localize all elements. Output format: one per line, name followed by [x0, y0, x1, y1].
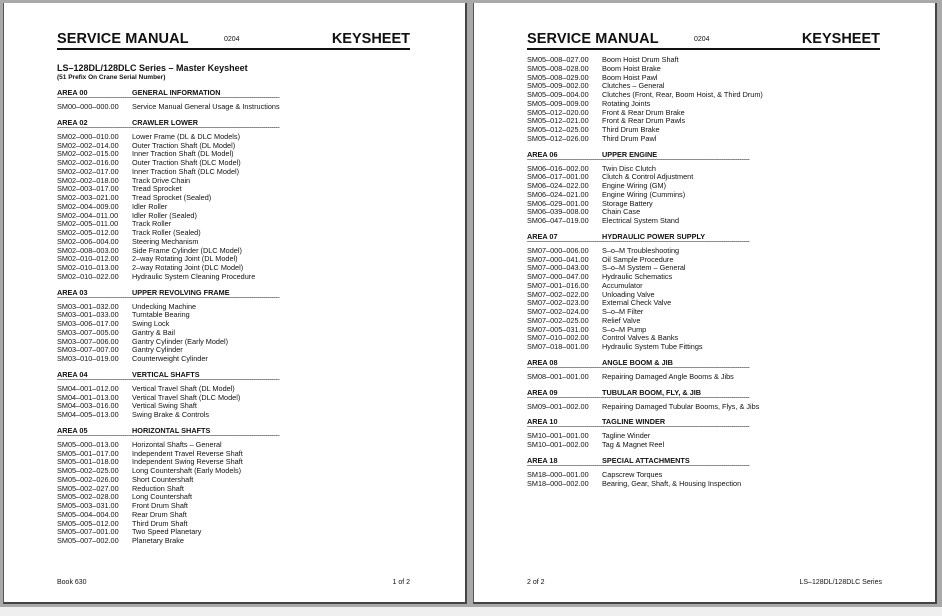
entry-code: SM04–001–013.00	[57, 392, 119, 402]
entry-code: SM10–001–001.00	[527, 431, 589, 441]
area-number: AREA 04	[57, 369, 88, 379]
area-heading	[527, 418, 880, 426]
entry-title: Turntable Bearing	[132, 310, 190, 320]
entry-code: SM03–001–032.00	[57, 301, 119, 311]
entry-code: SM05–005–012.00	[57, 518, 119, 528]
entry-title: Electrical System Stand	[602, 216, 680, 225]
entry-code: SM05–000–013.00	[57, 439, 119, 449]
entry-code: SM07–002–024.00	[527, 307, 589, 316]
entry-title: Idler Roller (Sealed)	[132, 210, 197, 220]
entry-title: Relief Valve	[602, 315, 641, 325]
area-number: AREA 02	[57, 117, 88, 127]
entry-code: SM07–005–031.00	[527, 324, 589, 334]
area-name: SPECIAL ATTACHMENTS	[602, 455, 690, 465]
header-keysheet: KEYSHEET	[801, 31, 880, 47]
entry-code: SM05–002–028.00	[57, 492, 119, 502]
entry-title: Planetary Brake	[132, 536, 184, 545]
entry-code: SM07–000–047.00	[527, 272, 589, 281]
entry-code: SM06–017–001.00	[527, 172, 589, 182]
entry-title: External Check Valve	[602, 298, 672, 308]
entry-title: 2–way Rotating Joint (DLC Model)	[132, 263, 244, 272]
entry-title: Boom Hoist Brake	[602, 63, 661, 73]
entry-code: SM05–001–017.00	[57, 448, 119, 458]
asterisk-divider: ****************************************************************************************************************	[527, 426, 750, 432]
entry-code: SM03–007–005.00	[57, 327, 119, 337]
entry-code: SM10–001–002.00	[527, 440, 589, 449]
area-number: AREA 06	[527, 149, 558, 159]
keysheet-entry	[57, 103, 410, 112]
area-number: AREA 08	[527, 357, 558, 367]
entry-title: Accumulator	[602, 280, 643, 290]
area-list	[527, 151, 880, 489]
entry-title: Lower Frame (DL & DLC Models)	[132, 131, 240, 141]
entry-code: SM05–007–001.00	[57, 527, 119, 537]
page-2-content	[527, 31, 880, 488]
entry-code: SM06–029–001.00	[527, 198, 589, 208]
entry-title: Idler Roller	[132, 201, 168, 211]
asterisk-divider: ****************************************************************************************************************	[57, 97, 280, 102]
footer-page-number: 2 of 2	[527, 579, 545, 586]
entry-title: Gantry & Bail	[132, 327, 175, 337]
entry-code: SM06–039–008.00	[527, 207, 589, 217]
asterisk-divider: ****************************************************************************************************************	[527, 396, 750, 402]
keysheet-entry	[527, 441, 880, 450]
entry-title: Counterweight Cylinder	[132, 354, 208, 363]
entry-code: SM03–010–019.00	[57, 354, 119, 363]
area-heading	[57, 371, 410, 379]
entry-title: Long Countershaft (Early Models)	[132, 466, 242, 475]
entry-code: SM06–024–021.00	[527, 189, 589, 199]
entry-code: SM02–005–011.00	[57, 219, 119, 229]
entry-title: Third Drum Shaft	[132, 518, 188, 528]
area-heading	[527, 151, 880, 159]
entry-code: SM07–002–022.00	[527, 289, 589, 299]
entry-code: SM05–009–009.00	[527, 98, 589, 108]
keysheet-entry	[527, 135, 880, 144]
entry-title: Track Roller (Sealed)	[132, 228, 201, 237]
entry-code: SM05–008–028.00	[527, 63, 589, 73]
area-name: HORIZONTAL SHAFTS	[132, 425, 211, 435]
entry-code: SM05–012–021.00	[527, 116, 589, 126]
entry-code: SM05–009–002.00	[527, 81, 589, 91]
entry-title: Inner Traction Shaft (DL Model)	[132, 149, 234, 159]
entry-code: SM02–000–010.00	[57, 131, 119, 141]
area-number: AREA 00	[57, 88, 88, 97]
entry-code: SM05–001–018.00	[57, 457, 119, 467]
entry-code: SM02–002–017.00	[57, 166, 119, 176]
entry-code: SM02–003–021.00	[57, 193, 119, 202]
entry-code: SM05–012–025.00	[527, 125, 589, 134]
entry-code: SM07–002–023.00	[527, 298, 589, 308]
entry-code: SM06–047–019.00	[527, 216, 589, 225]
entry-code: SM05–002–027.00	[57, 483, 119, 493]
entry-title: Outer Traction Shaft (DLC Model)	[132, 158, 241, 167]
entry-title: Side Frame Cylinder (DLC Model)	[132, 245, 242, 255]
area-name: ANGLE BOOM & JIB	[602, 357, 673, 367]
area-name: UPPER ENGINE	[602, 149, 658, 159]
entry-title: Storage Battery	[602, 198, 653, 208]
area-heading	[527, 389, 880, 397]
area-heading	[57, 119, 410, 127]
entry-title: Independent Travel Reverse Shaft	[132, 448, 243, 458]
area-section	[527, 359, 880, 382]
entry-title: Third Drum Brake	[602, 125, 660, 134]
entry-title: Service Manual General Usage & Instructions	[132, 102, 280, 111]
area-number: AREA 18	[527, 455, 558, 465]
entry-code: SM05–009–004.00	[527, 90, 589, 99]
entry-title: Tread Sprocket (Sealed)	[132, 193, 212, 202]
asterisk-divider: ****************************************************************************************************************	[57, 296, 280, 302]
entry-title: Reduction Shaft	[132, 483, 184, 493]
entry-code: SM07–000–006.00	[527, 245, 589, 255]
area-name: GENERAL INFORMATION	[132, 88, 221, 97]
area-name: HYDRAULIC POWER SUPPLY	[602, 231, 706, 241]
entry-title: Rotating Joints	[602, 98, 651, 108]
header-title: SERVICE MANUAL	[57, 31, 189, 47]
keysheet-entry	[57, 355, 410, 364]
entry-title: Outer Traction Shaft (DL Model)	[132, 140, 236, 150]
keysheet-entry	[527, 480, 880, 489]
keysheet-entry	[57, 273, 410, 282]
entry-title: Vertical Travel Shaft (DL Model)	[132, 383, 235, 393]
area-number: AREA 10	[527, 417, 558, 427]
keysheet-entry	[527, 343, 880, 352]
area-name: TUBULAR BOOM, FLY, & JIB	[602, 387, 702, 397]
entry-code: SM00–000–000.00	[57, 102, 119, 111]
area-section	[57, 371, 410, 420]
area-name: UPPER REVOLVING FRAME	[132, 287, 230, 297]
keysheet-entry	[527, 403, 880, 412]
area-name: VERTICAL SHAFTS	[132, 369, 200, 379]
entry-code: SM08–001–001.00	[527, 371, 589, 381]
entry-code: SM02–003–017.00	[57, 184, 119, 194]
area-number: AREA 05	[57, 425, 88, 435]
area-list	[57, 89, 410, 546]
asterisk-divider: ****************************************************************************************************************	[57, 434, 280, 440]
entry-title: Front & Rear Drum Pawls	[602, 116, 686, 126]
area-section	[57, 89, 410, 112]
asterisk-divider: ****************************************************************************************************************	[57, 126, 280, 132]
entry-title: S–o–M Pump	[602, 324, 647, 334]
entry-code: SM02–010–013.00	[57, 263, 119, 272]
document-subtitle: (51 Prefix On Crane Serial Number)	[57, 74, 166, 81]
document-page-2	[473, 3, 937, 604]
area-heading	[57, 289, 410, 297]
entry-title: Vertical Travel Shaft (DLC Model)	[132, 392, 241, 402]
entry-title: Rear Drum Shaft	[132, 509, 187, 519]
header-title: SERVICE MANUAL	[527, 31, 659, 47]
entry-title: Track Drive Chain	[132, 175, 191, 185]
entry-title: Twin Disc Clutch	[602, 163, 656, 173]
entry-code: SM02–002–014.00	[57, 140, 119, 150]
entry-code: SM18–000–002.00	[527, 478, 589, 488]
entry-title: Swing Brake & Controls	[132, 410, 210, 419]
entry-code: SM05–008–029.00	[527, 72, 589, 82]
area-section	[527, 457, 880, 489]
entry-code: SM07–010–002.00	[527, 333, 589, 343]
area-section	[527, 233, 880, 352]
keysheet-entry	[527, 217, 880, 226]
entry-title: Hydraulic System Cleaning Procedure	[132, 271, 256, 281]
area-heading	[527, 457, 880, 465]
area-name: TAGLINE WINDER	[602, 417, 666, 427]
entry-title: Steering Mechanism	[132, 236, 199, 246]
entry-title: Gantry Cylinder (Early Model)	[132, 336, 229, 346]
header-keysheet: KEYSHEET	[331, 31, 410, 47]
area-heading	[527, 359, 880, 367]
area-section	[527, 389, 880, 412]
entry-title: Oil Sample Procedure	[602, 254, 674, 264]
entry-title: Boom Hoist Pawl	[602, 72, 658, 82]
entry-code: SM05–002–025.00	[57, 466, 119, 475]
entry-code: SM07–000–043.00	[527, 263, 589, 273]
footer-series: LS–128DL/128DLC Series	[799, 579, 882, 586]
page-1-content	[57, 31, 410, 546]
area-heading	[57, 427, 410, 435]
entry-title: Repairing Damaged Angle Booms & Jibs	[602, 371, 734, 381]
area-number: AREA 07	[527, 231, 558, 241]
entry-code: SM02–005–012.00	[57, 228, 119, 237]
entry-title: Long Countershaft	[132, 492, 193, 502]
continued-item-list	[527, 56, 880, 144]
area-heading	[527, 233, 880, 241]
entry-code: SM02–002–015.00	[57, 149, 119, 159]
entry-title: Hydraulic System Tube Fittings	[602, 342, 703, 351]
entry-code: SM07–000–041.00	[527, 254, 589, 264]
entry-title: Short Countershaft	[132, 474, 194, 484]
entry-code: SM06–024–022.00	[527, 181, 589, 190]
entry-title: Horizontal Shafts – General	[132, 439, 222, 449]
entry-code: SM07–018–001.00	[527, 342, 589, 351]
entry-code: SM03–006–017.00	[57, 319, 119, 328]
entry-title: Chain Case	[602, 207, 641, 217]
entry-title: Gantry Cylinder	[132, 345, 183, 355]
entry-title: Engine Wiring (Cummins)	[602, 189, 686, 199]
entry-title: Track Roller	[132, 219, 172, 229]
entry-code: SM03–007–007.00	[57, 345, 119, 355]
footer-page-number: 1 of 2	[392, 579, 410, 586]
entry-title: Control Valves & Banks	[602, 333, 679, 343]
entry-code: SM05–003–031.00	[57, 501, 119, 510]
entry-code: SM03–007–006.00	[57, 336, 119, 346]
entry-code: SM02–008–003.00	[57, 245, 119, 255]
entry-code: SM05–012–026.00	[527, 133, 589, 143]
entry-code: SM02–004–011.00	[57, 210, 119, 220]
entry-title: Undecking Machine	[132, 301, 197, 311]
entry-code: SM02–010–012.00	[57, 254, 119, 264]
entry-title: Front Drum Shaft	[132, 501, 188, 510]
entry-title: Bearing, Gear, Shaft, & Housing Inspection	[602, 478, 742, 488]
entry-code: SM02–002–018.00	[57, 175, 119, 185]
entry-code: SM02–004–009.00	[57, 201, 119, 211]
asterisk-divider: ****************************************************************************************************************	[527, 240, 750, 246]
entry-title: Hydraulic Schematics	[602, 272, 673, 281]
asterisk-divider: ****************************************************************************************************************	[57, 378, 280, 384]
area-section	[57, 427, 410, 546]
keysheet-entry	[57, 411, 410, 420]
area-section	[57, 119, 410, 282]
entry-title: S–o–M System – General	[602, 263, 686, 273]
entry-title: 2–way Rotating Joint (DL Model)	[132, 254, 238, 264]
area-number: AREA 09	[527, 387, 558, 397]
entry-code: SM18–000–001.00	[527, 469, 589, 479]
entry-code: SM05–007–002.00	[57, 536, 119, 545]
entry-title: Two Speed Planetary	[132, 527, 202, 537]
page-header	[527, 31, 880, 50]
area-section	[57, 289, 410, 364]
entry-title: Engine Wiring (GM)	[602, 181, 667, 190]
entry-code: SM05–004–004.00	[57, 509, 119, 519]
entry-code: SM05–002–026.00	[57, 474, 119, 484]
entry-code: SM04–005–013.00	[57, 410, 119, 419]
entry-code: SM07–001–016.00	[527, 280, 589, 290]
entry-title: Inner Traction Shaft (DLC Model)	[132, 166, 240, 176]
asterisk-divider: ****************************************************************************************************************	[527, 366, 750, 372]
entry-code: SM09–001–002.00	[527, 401, 589, 411]
entry-title: S–o–M Filter	[602, 307, 644, 316]
entry-code: SM03–001–033.00	[57, 310, 119, 320]
entry-title: Front & Rear Drum Brake	[602, 107, 685, 117]
entry-code: SM02–002–016.00	[57, 158, 119, 167]
entry-code: SM05–008–027.00	[527, 55, 589, 64]
entry-title: Boom Hoist Drum Shaft	[602, 55, 679, 64]
page-header	[57, 31, 410, 50]
entry-title: Clutches (Front, Rear, Boom Hoist, & Third Drum)	[602, 90, 763, 99]
header-code: 0204	[694, 36, 710, 43]
entry-code: SM02–010–022.00	[57, 271, 119, 281]
entry-title: Tread Sprocket	[132, 184, 182, 194]
area-number: AREA 03	[57, 287, 88, 297]
area-name: CRAWLER LOWER	[132, 117, 199, 127]
entry-title: Independent Swing Reverse Shaft	[132, 457, 243, 467]
entry-title: Swing Lock	[132, 319, 170, 328]
entry-code: SM04–003–016.00	[57, 401, 119, 411]
entry-code: SM06–016–002.00	[527, 163, 589, 173]
keysheet-entry	[527, 373, 880, 382]
entry-code: SM02–006–004.00	[57, 236, 119, 246]
entry-code: SM07–002–025.00	[527, 315, 589, 325]
entry-title: Repairing Damaged Tubular Booms, Flys, & Jibs	[602, 401, 760, 411]
entry-title: Clutch & Control Adjustment	[602, 172, 694, 182]
entry-title: S–o–M Troubleshooting	[602, 245, 680, 255]
entry-title: Vertical Swing Shaft	[132, 401, 197, 411]
header-code: 0204	[224, 36, 240, 43]
entry-title: Third Drum Pawl	[602, 133, 657, 143]
entry-code: SM04–001–012.00	[57, 383, 119, 393]
footer-book: Book 630	[57, 579, 87, 586]
entry-title: Tagline Winder	[602, 431, 651, 441]
entry-title: Capscrew Torques	[602, 469, 663, 479]
area-heading	[57, 89, 410, 97]
entry-title: Tag & Magnet Reel	[602, 440, 665, 449]
entry-title: Clutches – General	[602, 81, 665, 91]
viewer-bottom-strip	[0, 607, 942, 616]
entry-code: SM05–012–020.00	[527, 107, 589, 117]
asterisk-divider: ****************************************************************************************************************	[527, 464, 750, 470]
area-section	[527, 151, 880, 226]
area-section	[527, 418, 880, 450]
document-page-1	[3, 3, 467, 604]
document-title: LS–128DL/128DLC Series – Master Keysheet	[57, 63, 248, 73]
keysheet-entry	[57, 537, 410, 546]
entry-title: Unloading Valve	[602, 289, 655, 299]
asterisk-divider: ****************************************************************************************************************	[527, 158, 750, 164]
